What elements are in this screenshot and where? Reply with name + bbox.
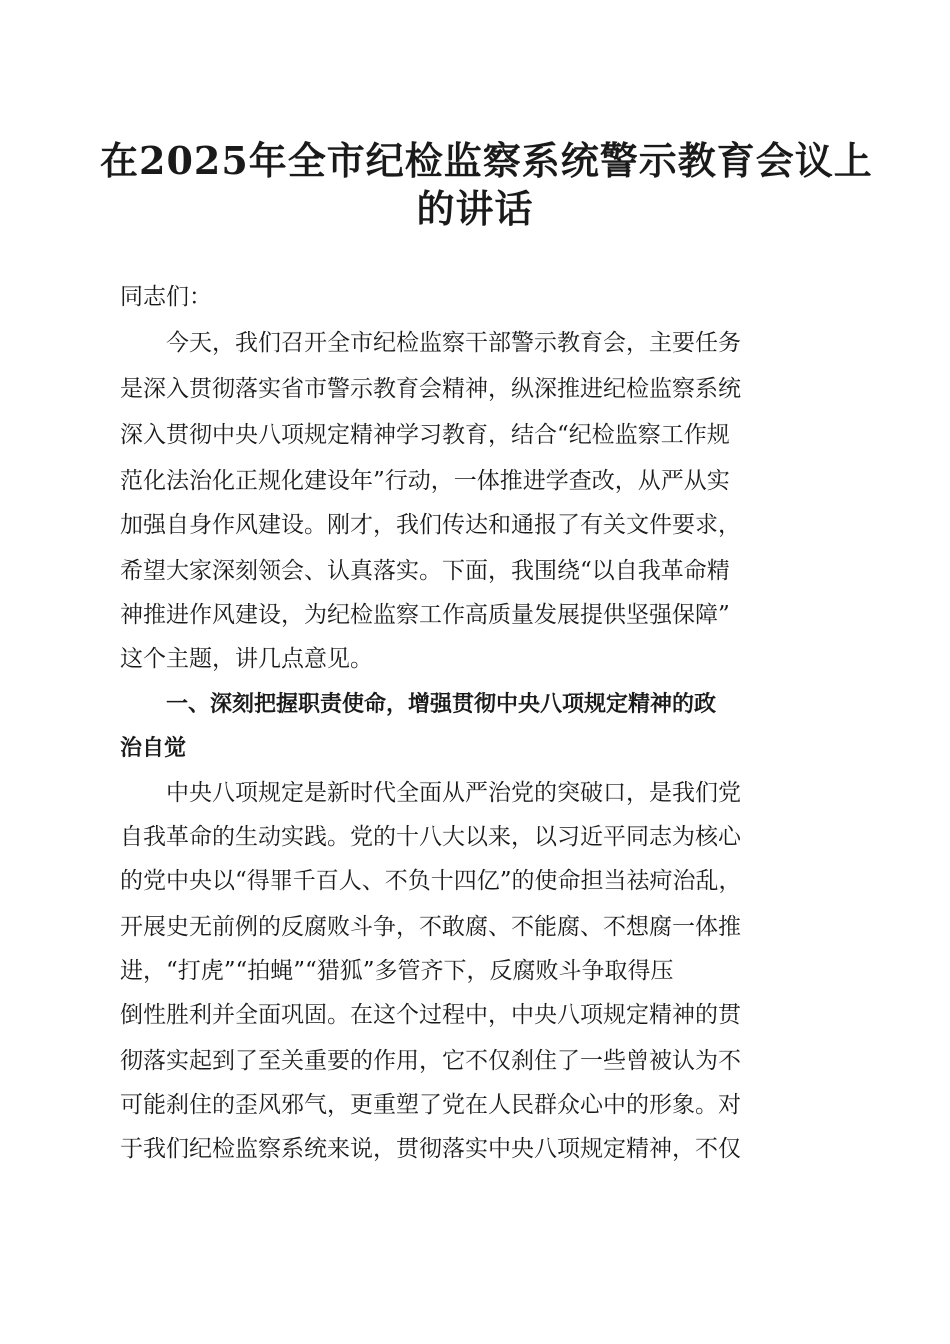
section-body-line: 自我革命的生动实践。党的十八大以来，以习近平同志为核心 (120, 824, 741, 850)
section-heading-line-1: 一、深刻把握职责使命，增强贯彻中央八项规定精神的政 (166, 692, 717, 717)
section-body-line: 进，“打虎”“拍蝇”“猎狐”多管齐下，反腐败斗争取得压 (120, 958, 674, 984)
intro-line: 神推进作风建设，为纪检监察工作高质量发展提供坚强保障” (120, 602, 730, 628)
section-body-line: 开展史无前例的反腐败斗争，不敢腐、不能腐、不想腐一体推 (120, 914, 741, 940)
section-body-line: 可能刹住的歪风邪气，更重塑了党在人民群众心中的形象。对 (120, 1092, 741, 1118)
intro-line: 范化法治化正规化建设年”行动，一体推进学查改，从严从实 (120, 468, 730, 494)
section-body-line: 彻落实起到了至关重要的作用，它不仅刹住了一些曾被认为不 (120, 1048, 741, 1074)
section-body-line: 于我们纪检监察系统来说，贯彻落实中央八项规定精神，不仅 (120, 1136, 741, 1162)
document-title-line-2: 的讲话 (416, 186, 534, 231)
intro-line: 希望大家深刻领会、认真落实。下面，我围绕“以自我革命精 (120, 558, 730, 584)
intro-line: 深入贯彻中央八项规定精神学习教育，结合“纪检监察工作规 (120, 422, 730, 448)
salutation: 同志们： (120, 284, 212, 310)
section-body-line: 的党中央以“得罪千百人、不负十四亿”的使命担当祛疴治乱， (120, 868, 742, 894)
intro-line: 加强自身作风建设。刚才，我们传达和通报了有关文件要求， (120, 512, 741, 538)
section-body-line: 倒性胜利并全面巩固。在这个过程中，中央八项规定精神的贯 (120, 1002, 741, 1028)
intro-line: 今天，我们召开全市纪检监察干部警示教育会，主要任务 (166, 330, 741, 356)
section-heading-line-2: 治自觉 (120, 736, 187, 761)
intro-line: 这个主题，讲几点意见。 (120, 646, 373, 672)
section-body-line: 中央八项规定是新时代全面从严治党的突破口，是我们党 (166, 780, 741, 806)
intro-line: 是深入贯彻落实省市警示教育会精神，纵深推进纪检监察系统 (120, 376, 741, 402)
document-title-line-1: 在2025年全市纪检监察系统警示教育会议上 (100, 138, 873, 183)
